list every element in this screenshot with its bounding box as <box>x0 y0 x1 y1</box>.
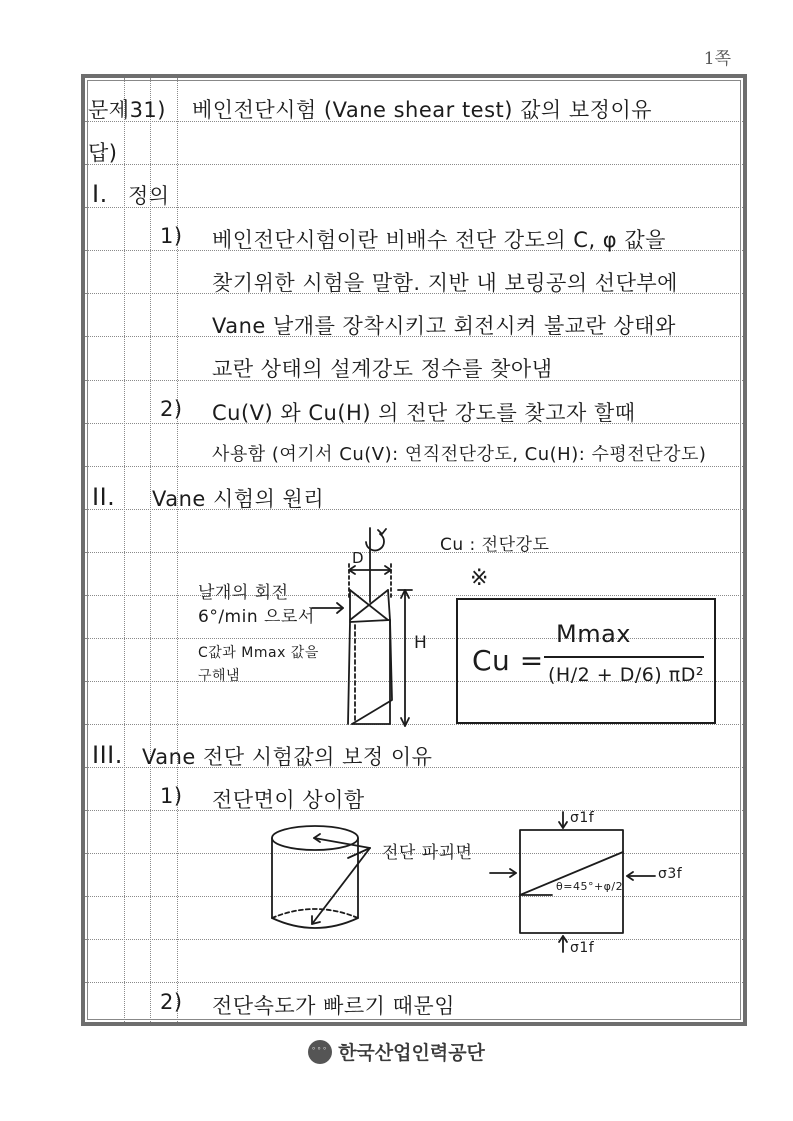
organization-logo <box>308 1038 485 1065</box>
logo-emblem-icon: ﾟﾟﾟ <box>308 1040 332 1064</box>
page-number: 1쪽 <box>703 49 731 69</box>
definition-line: 찾기위한 시험을 말함. 지반 내 보링공의 선단부에 <box>212 271 678 295</box>
formula-denominator: (H/2 + D/6) πD² <box>548 664 704 686</box>
section-1-heading: 정의 <box>128 184 170 208</box>
angle-label: θ=45°+φ/2 <box>556 880 624 893</box>
definition-line: 교란 상태의 설계강도 정수를 찾아냄 <box>212 357 553 381</box>
sigma3-right-label: σ3f <box>658 866 683 882</box>
item-number: 1) <box>160 224 183 248</box>
question-label: 문제31) <box>88 98 166 122</box>
item-number: 1) <box>160 784 183 808</box>
answer-label: 답) <box>88 141 118 165</box>
reason-line: 전단면이 상이함 <box>212 788 365 812</box>
sigma1-bottom-label: σ1f <box>570 940 595 956</box>
section-2-heading: Vane 시험의 원리 <box>152 487 325 511</box>
cu-definition: Cu : 전단강도 <box>440 535 550 555</box>
reason-line: 전단속도가 빠르기 때문임 <box>212 994 455 1018</box>
item-number: 2) <box>160 990 183 1014</box>
formula-lhs: Cu = <box>472 644 544 677</box>
failure-plane-label: 전단 파괴면 <box>382 843 473 863</box>
sigma1-top-label: σ1f <box>570 810 595 826</box>
svg-text:D: D <box>352 549 364 567</box>
vane-rotation-label: 날개의 회전 <box>198 583 289 603</box>
definition-line: Vane 날개를 장착시키고 회전시켜 불교란 상태와 <box>212 314 676 338</box>
section-1-numeral: I. <box>92 180 108 208</box>
vane-result-label: C값과 Mmax 값을 <box>198 645 319 661</box>
vane-rate-label: 6°/min 으로서 <box>198 607 315 627</box>
item-number: 2) <box>160 397 183 421</box>
svg-text:H: H <box>414 633 427 653</box>
organization-name: 한국산업인력공단 <box>338 1042 485 1064</box>
section-3-heading: Vane 전단 시험값의 보정 이유 <box>142 745 433 769</box>
section-2-numeral: II. <box>92 483 116 511</box>
definition-line: 사용함 (여기서 Cu(V): 연직전단강도, Cu(H): 수평전단강도) <box>212 444 707 465</box>
section-3-numeral: III. <box>92 741 123 769</box>
definition-line: Cu(V) 와 Cu(H) 의 전단 강도를 찾고자 할때 <box>212 401 636 425</box>
definition-line: 베인전단시험이란 비배수 전단 강도의 C, φ 값을 <box>212 228 666 252</box>
vane-result-label: 구해냄 <box>198 668 241 684</box>
formula-numerator: Mmax <box>556 620 631 648</box>
question-title: 베인전단시험 (Vane shear test) 값의 보정이유 <box>192 98 653 122</box>
reference-mark: ※ <box>470 566 489 591</box>
footer <box>0 1038 793 1065</box>
